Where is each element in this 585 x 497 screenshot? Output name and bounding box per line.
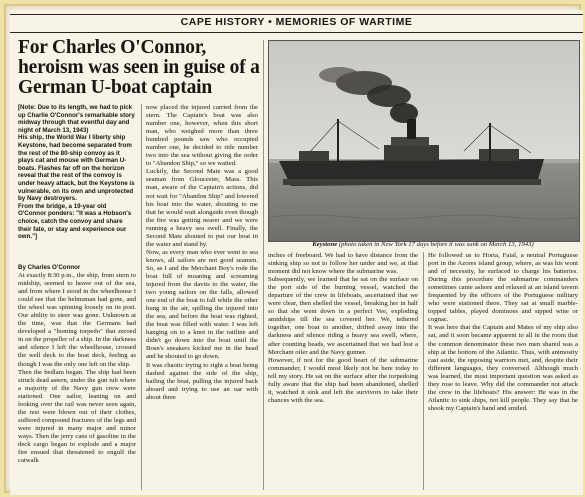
newspaper-page bbox=[10, 10, 583, 495]
ship-photo bbox=[268, 40, 580, 242]
byline: By Charles O'Connor bbox=[18, 264, 81, 271]
caption-title: Keystone bbox=[312, 241, 338, 248]
ship-image bbox=[269, 41, 579, 241]
banner-top-rule bbox=[10, 14, 583, 15]
article-column-2: now placed the injured carried from the stern. The Captain's boat was also number one, however, when this short man, who weighed more than three hundred pounds saw who occupied number one, he decided to ride number two into the sea without giving the order to "Abandon Ship," so we waited. Luckily, the Second Mate was a good seaman from Gloucester, Mass. This man, aware of the Captain's actions, did not wait for "Abandon Ship" and lowered his boat into the water, shouting to me that he would wait alongside even though the fire was getting nearer and we were running a heavy sea swell. Finally, the Second Mate shouted to put our boat in the water and stand by. Now, as every man who ever went to sea knows, all sailors are not good seamen. So, as I and the Merchant Boy's rode the boat full of moaning and screaming injured from the davits to the water, the two young sailors on the falls, allowed one end of the boat to fall while the other hung in the air, spilling the injured into the sea, and before the boat was righted, the boat was filled with water. I was left hanging on to a knot in the rattline and didn't go down into the boat until the Bosn's sneakers kicked me in the head and he shouted to go down. It was chaotic trying to right a boat being dashed against the side of the ship, bailing the boat, pulling the injured back aboard and trying to use an oar with about three bbox=[146, 104, 258, 401]
article-column-4: He followed us to Horta, Faial, a neutral Portuguese port in the Azores island group, where, as was his wont and of necessity, he surfaced to charge his batteries. During this procedure the submarine commanders sometimes came ashore and relaxed at an island tavern frequented by the officers of the Portuguese military who were stationed there. They sat at small marble-topped tables, played dominoes and sipped wine or cognac. It was here that the Captain and Mates of my ship also sat, and it soon became apparent to all in the room that the common denominator these two men shared was a ship at the bottom of the Atlantic. Thus, with animosity cast aside, the opposing warriors met, and, despite their different languages, they conversed. Although much was learned, the most important question was asked as they rose to leave. Why did the commander not attack the crew in the lifeboats? His answer: He was in the Atlantic to sink ships, not kill people. They say that he shook my Captain's hand and smiled. bbox=[428, 252, 578, 412]
column-divider bbox=[141, 104, 142, 490]
article-column-1: At exactly 8:30 p.m., the ship, from stern to midship, seemed to heave out of the sea, and from where I stood in the wheelhouse I could see that the helmsman had gone, and the wheel was spinning loosely on its post. Our ability to steer was gone. Unknown at the time, was that the Germans had developed a "homing torpedo" that zeroed in on the propeller of a ship. In the darkness and silence I left the wheelhouse, crossed the well deck to the boat deck, feeling as though I was the only one left on the ship. Then the bedlam began. The ship had been struck dead astern, under the gun tub where a majority of the Navy gun crew were stationed. One sailor, leaning on and looking over the rail was never seen again, the rest were blown out of their clothes, suffered compound fractures of the legs and were injured in many major and minor ways. Then the jerry cans of gasoline in the deck cargo began to explode and a major fire ensued that threatened to engulf the catwalk bbox=[18, 272, 136, 465]
column-divider bbox=[423, 252, 424, 490]
photo-caption bbox=[268, 241, 578, 248]
editor-note: [Note: Due to its length, we had to pick up Charlie O'Connor's remarkable story midway through that eventful day and night of March 13, 1943) His ship, the World War I liberty ship Keystone, had become separated from the rest of the 80-ship convoy as it plays cat and mouse with German U-boats. Flashes far off on the horizon reveal that the rest of the convoy is under heavy attack, but the Keystone is vulnerable, on its own and unprotected by Navy destroyers. From the bridge, a 19-year old O'Connor ponders: "It was a Hobson's choice, catch the convoy and share their fate, or stay and experience our own."] bbox=[18, 104, 135, 241]
banner-bottom-rule bbox=[10, 32, 583, 33]
column-divider bbox=[263, 40, 264, 490]
caption-text: (photo taken in New York 17 days before it was sunk on March 13, 1943) bbox=[337, 241, 534, 248]
article-column-3: inches of freeboard. We had to have distance from the sinking ship so not to follow her under and we, at that moment did not know where the submarine was. Subsequently, we learned that he sat on the surface on the port side of the burning vessel, watched the departure of the crew in lifeboats, ascertained that we were clear, then shelled the vessel, breaking her in half so that she went down in a perfect Vee, exploding amidships till the sea covered her. We, tethered together, one boat to another, drifted away into the darkness and silence riding a heavy sea swell, where, after counting heads, we ascertained that we had lost a Merchant oiler and the Navy gunner. However, if not for the good heart of the submarine commander, I would most likely not be here today to tell my story. He sat on the surface after the torpedoing fully aware that the ship had been abandoned, shelled it, watched it sink and left the survivors to take their chances with the sea. bbox=[268, 252, 418, 404]
section-banner: CAPE HISTORY • MEMORIES OF WARTIME bbox=[180, 16, 413, 28]
article-headline: For Charles O'Connor, heroism was seen in guise of a German U-boat captain bbox=[18, 37, 260, 98]
